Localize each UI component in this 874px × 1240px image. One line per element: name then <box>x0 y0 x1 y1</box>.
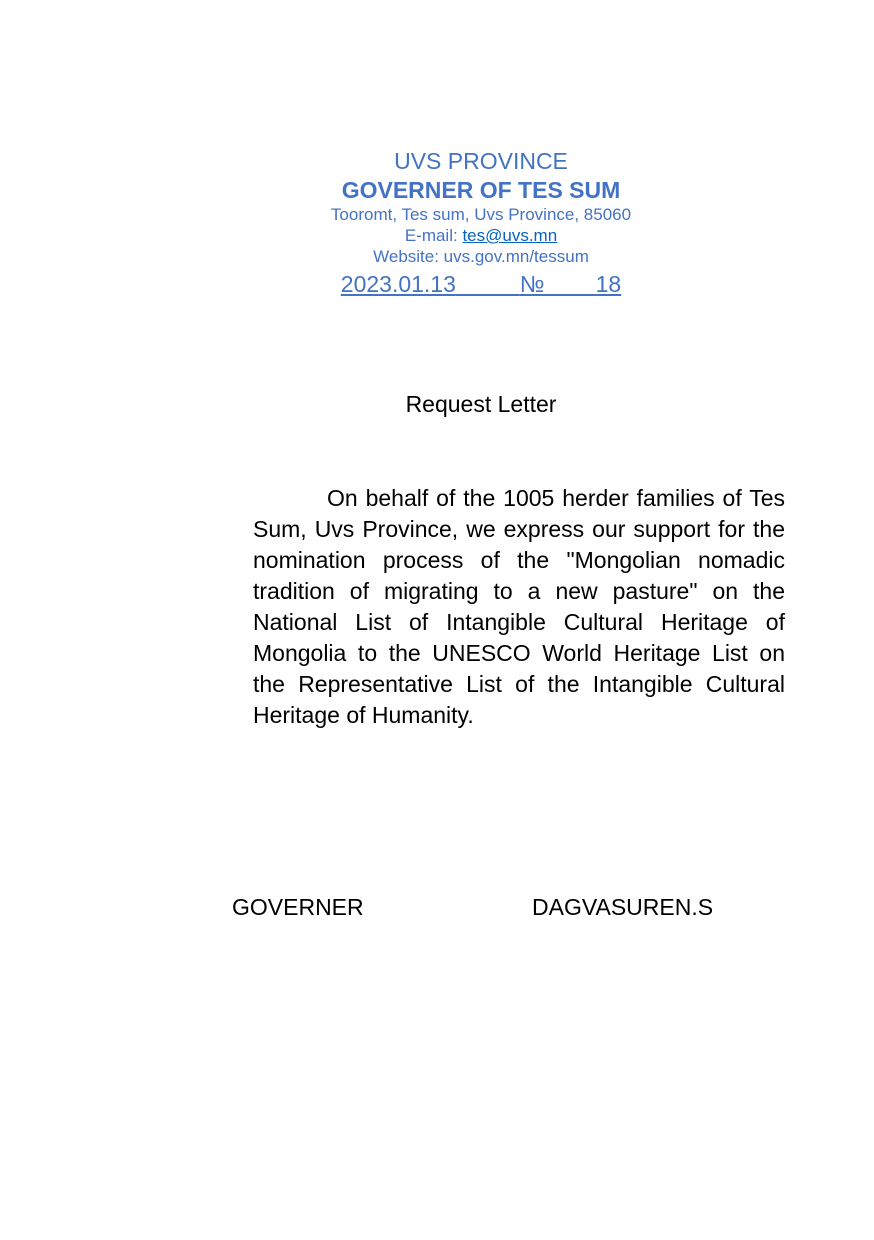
email-line <box>230 225 732 246</box>
letter-body: On behalf of the 1005 herder families of Tes Sum, Uvs Province, we express our support for the nomination process of the "Mongolian nomadic tradition of migrating to a new pasture" on the National List of Intangible Cultural Heritage of Mongolia to the UNESCO World Heritage List on the Representative List of the Intangible Cultural Heritage of Humanity. <box>253 485 785 728</box>
signatory-name: DAGVASUREN.S <box>532 894 714 920</box>
number-sign: № <box>519 271 545 297</box>
email-link[interactable]: tes@uvs.mn <box>462 226 558 245</box>
letterhead <box>230 146 732 299</box>
province-name: UVS PROVINCE <box>394 148 568 174</box>
office-name: GOVERNER OF TES SUM <box>341 177 621 203</box>
address: Tooromt, Tes sum, Uvs Province, 85060 <box>330 205 632 224</box>
reference-line <box>230 269 732 299</box>
email-label: E-mail: <box>404 226 463 245</box>
signatory-title: GOVERNER <box>232 894 364 920</box>
letter-number: 18 <box>595 271 622 297</box>
letter-date: 2023.01.13 <box>340 271 456 297</box>
website: Website: uvs.gov.mn/tessum <box>373 247 589 266</box>
letter-subject: Request Letter <box>405 391 557 417</box>
